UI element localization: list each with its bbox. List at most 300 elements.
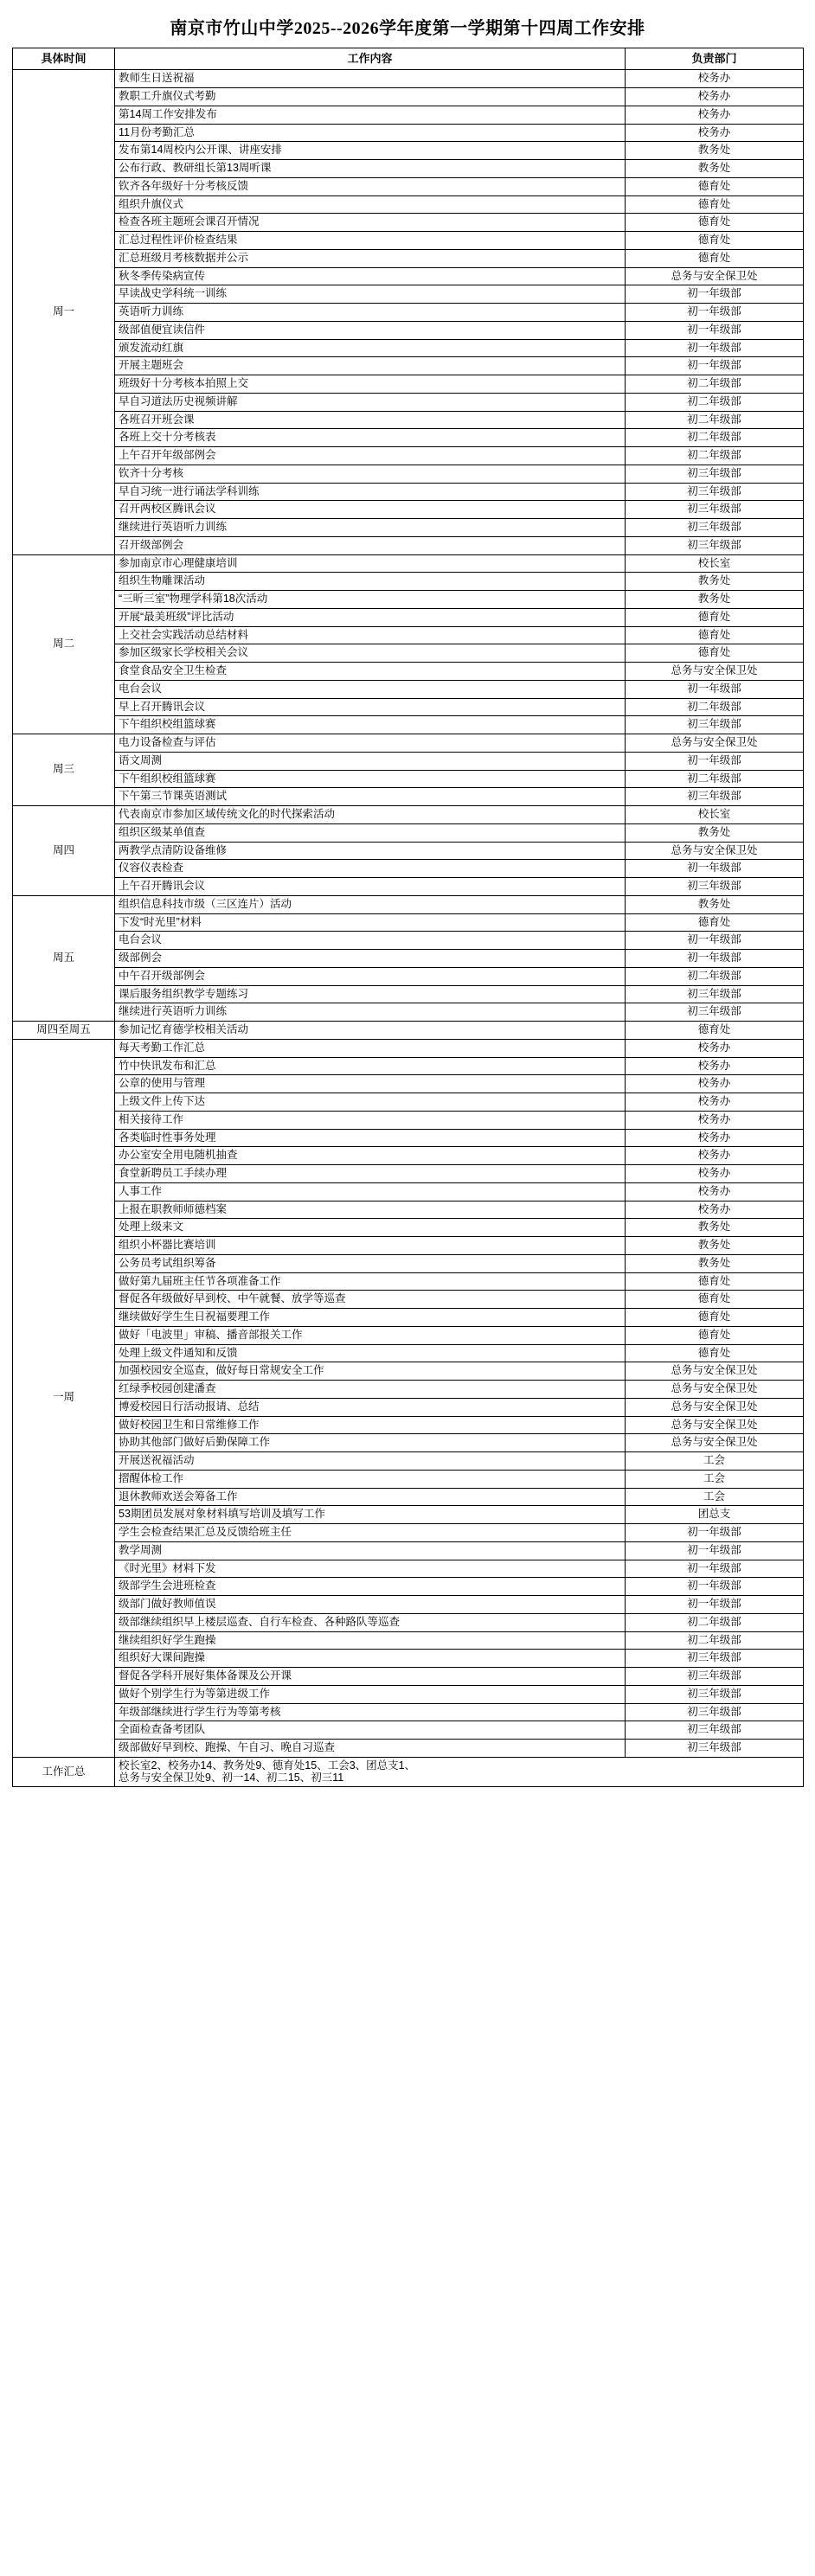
table-row — [13, 608, 804, 626]
row-dept: 初三年级部 — [626, 788, 804, 806]
table-row — [13, 573, 804, 591]
row-dept: 初二年级部 — [626, 429, 804, 447]
table-row — [13, 447, 804, 465]
row-dept: 校务办 — [626, 124, 804, 142]
row-dept: 校务办 — [626, 106, 804, 124]
row-content: 公务员考试组织筹备 — [115, 1254, 626, 1272]
table-row — [13, 1740, 804, 1758]
table-row — [13, 357, 804, 375]
table-row — [13, 411, 804, 429]
row-content: 11月份考勤汇总 — [115, 124, 626, 142]
row-content: 汇总班级月考核数据并公示 — [115, 249, 626, 267]
row-dept: 初一年级部 — [626, 285, 804, 304]
row-dept: 德育处 — [626, 608, 804, 626]
table-row — [13, 1560, 804, 1578]
row-content: 级部值便宜读信件 — [115, 321, 626, 339]
row-content: 竹中快讯发布和汇总 — [115, 1057, 626, 1075]
summary-label: 工作汇总 — [13, 1757, 115, 1787]
table-row — [13, 1093, 804, 1112]
table-row — [13, 716, 804, 734]
row-content: 参加南京市心理健康培训 — [115, 554, 626, 573]
table-row — [13, 1650, 804, 1668]
row-content: 钦齐十分考核 — [115, 465, 626, 483]
table-row — [13, 1541, 804, 1560]
row-dept: 初一年级部 — [626, 752, 804, 770]
table-row — [13, 1344, 804, 1362]
row-content: 退休教师欢送会筹备工作 — [115, 1488, 626, 1506]
row-content: 继续组织好学生跑操 — [115, 1631, 626, 1650]
row-content: 人事工作 — [115, 1182, 626, 1201]
row-dept: 校务办 — [626, 70, 804, 88]
row-content: 做好个别学生行为等第进级工作 — [115, 1685, 626, 1703]
row-content: 秋冬季传染病宣传 — [115, 267, 626, 285]
row-content: 级部门做好教师值误 — [115, 1596, 626, 1614]
table-row — [13, 950, 804, 968]
row-dept: 总务与安全保卫处 — [626, 663, 804, 681]
table-row — [13, 267, 804, 285]
row-dept: 教务处 — [626, 1237, 804, 1255]
row-content: 级部学生会进班检查 — [115, 1578, 626, 1596]
table-row — [13, 842, 804, 860]
row-dept: 德育处 — [626, 1309, 804, 1327]
row-dept: 初三年级部 — [626, 1668, 804, 1686]
table-row — [13, 860, 804, 878]
row-dept: 德育处 — [626, 1272, 804, 1291]
row-content: 检查各班主题班会课召开情况 — [115, 214, 626, 232]
table-row — [13, 895, 804, 913]
table-body — [13, 70, 804, 1758]
row-content: 下发“时光里”材料 — [115, 913, 626, 932]
table-row — [13, 321, 804, 339]
table-row — [13, 214, 804, 232]
row-dept: 教务处 — [626, 1219, 804, 1237]
row-dept: 初三年级部 — [626, 716, 804, 734]
row-content: 参加记忆育德学校相关活动 — [115, 1022, 626, 1040]
row-content: 早自习统一进行诵法学科训练 — [115, 483, 626, 501]
row-content: 教学周测 — [115, 1541, 626, 1560]
row-content: 博爱校园日行活动报请、总结 — [115, 1398, 626, 1416]
table-row — [13, 1685, 804, 1703]
row-content: 公布行政、教研组长第13周听课 — [115, 160, 626, 178]
table-row — [13, 501, 804, 519]
row-content: 《时光里》材料下发 — [115, 1560, 626, 1578]
table-row — [13, 232, 804, 250]
table-row — [13, 160, 804, 178]
row-dept: 团总支 — [626, 1506, 804, 1524]
row-dept: 德育处 — [626, 1022, 804, 1040]
weekly-schedule-table — [12, 48, 804, 1787]
row-content: 组织区级某单值查 — [115, 823, 626, 842]
row-dept: 初二年级部 — [626, 967, 804, 985]
row-dept: 德育处 — [626, 1344, 804, 1362]
row-content: 食堂食品安全卫生检查 — [115, 663, 626, 681]
row-content: “三昕三室”物理学科第18次活动 — [115, 591, 626, 609]
row-time-label: 周一 — [13, 70, 115, 554]
row-content: 召开两校区腾讯会议 — [115, 501, 626, 519]
table-row — [13, 375, 804, 394]
table-row — [13, 1470, 804, 1488]
row-content: 上交社会实践活动总结材料 — [115, 626, 626, 644]
row-dept: 工会 — [626, 1488, 804, 1506]
table-row — [13, 536, 804, 554]
row-dept: 初三年级部 — [626, 465, 804, 483]
row-content: 教师生日送祝福 — [115, 70, 626, 88]
table-footer — [13, 1757, 804, 1787]
row-content: 级部继续组织早上楼层巡查、自行车检查、各种路队等巡查 — [115, 1613, 626, 1631]
row-dept: 初二年级部 — [626, 411, 804, 429]
table-row — [13, 285, 804, 304]
row-content: 发布第14周校内公开课、讲座安排 — [115, 142, 626, 160]
table-row — [13, 1147, 804, 1165]
table-row — [13, 177, 804, 195]
row-content: 早上召开腾讯会议 — [115, 698, 626, 716]
table-row — [13, 1272, 804, 1291]
row-content: 第14周工作安排发布 — [115, 106, 626, 124]
table-row — [13, 967, 804, 985]
table-row — [13, 106, 804, 124]
row-dept: 初三年级部 — [626, 1650, 804, 1668]
row-content: 协助其他部门做好后勤保障工作 — [115, 1434, 626, 1452]
row-dept: 教务处 — [626, 573, 804, 591]
table-row — [13, 554, 804, 573]
row-dept: 初一年级部 — [626, 1596, 804, 1614]
table-row — [13, 1129, 804, 1147]
row-time-label: 周四至周五 — [13, 1022, 115, 1040]
row-content: 中午召开级部例会 — [115, 967, 626, 985]
table-row — [13, 1254, 804, 1272]
row-time-label: 周四 — [13, 806, 115, 896]
row-dept: 校务办 — [626, 1057, 804, 1075]
row-content: 督促各年级做好早到校、中午就餐、放学等巡查 — [115, 1291, 626, 1309]
table-row — [13, 1165, 804, 1183]
row-dept: 初一年级部 — [626, 1560, 804, 1578]
column-header-dept: 负责部门 — [626, 48, 804, 70]
row-content: 年级部继续进行学生行为等第考核 — [115, 1703, 626, 1721]
row-dept: 初三年级部 — [626, 483, 804, 501]
row-content: 早读战史学科统一训练 — [115, 285, 626, 304]
table-row — [13, 304, 804, 322]
row-dept: 总务与安全保卫处 — [626, 734, 804, 753]
row-dept: 校务办 — [626, 1201, 804, 1219]
row-dept: 初二年级部 — [626, 375, 804, 394]
row-dept: 德育处 — [626, 249, 804, 267]
row-content: 做好「电波里」审稿、播音部报关工作 — [115, 1326, 626, 1344]
row-dept: 初三年级部 — [626, 1685, 804, 1703]
table-header — [13, 48, 804, 70]
table-row — [13, 663, 804, 681]
row-dept: 初三年级部 — [626, 536, 804, 554]
row-dept: 初三年级部 — [626, 878, 804, 896]
row-content: 组织小杯器比赛培训 — [115, 1237, 626, 1255]
table-row — [13, 1703, 804, 1721]
table-row — [13, 788, 804, 806]
table-row — [13, 698, 804, 716]
row-content: 每天考勤工作汇总 — [115, 1039, 626, 1057]
row-dept: 初一年级部 — [626, 1541, 804, 1560]
row-content: 开展“最美班级”评比活动 — [115, 608, 626, 626]
table-row — [13, 519, 804, 537]
table-row — [13, 249, 804, 267]
table-row — [13, 913, 804, 932]
row-dept: 总务与安全保卫处 — [626, 842, 804, 860]
row-dept: 初三年级部 — [626, 519, 804, 537]
table-row — [13, 1237, 804, 1255]
row-content: 继续进行英语听力训练 — [115, 1003, 626, 1022]
row-dept: 初三年级部 — [626, 501, 804, 519]
row-dept: 教务处 — [626, 823, 804, 842]
row-dept: 德育处 — [626, 177, 804, 195]
row-content: 处理上级来文 — [115, 1219, 626, 1237]
table-row — [13, 591, 804, 609]
table-row — [13, 644, 804, 663]
row-dept: 德育处 — [626, 232, 804, 250]
row-dept: 德育处 — [626, 626, 804, 644]
table-row — [13, 1488, 804, 1506]
row-dept: 德育处 — [626, 913, 804, 932]
table-row — [13, 1362, 804, 1381]
row-content: 电台会议 — [115, 680, 626, 698]
row-time-label: 一周 — [13, 1039, 115, 1757]
row-dept: 校长室 — [626, 554, 804, 573]
row-dept: 初二年级部 — [626, 1613, 804, 1631]
row-content: 公章的使用与管理 — [115, 1075, 626, 1093]
row-content: 继续做好学生生日祝福要理工作 — [115, 1309, 626, 1327]
table-row — [13, 1434, 804, 1452]
row-content: 组织升旗仪式 — [115, 195, 626, 214]
row-dept: 校务办 — [626, 1093, 804, 1112]
row-dept: 德育处 — [626, 214, 804, 232]
row-content: 上午召开年级部例会 — [115, 447, 626, 465]
row-content: 全面检查备考团队 — [115, 1721, 626, 1740]
row-content: 组织好大课间跑操 — [115, 1650, 626, 1668]
row-dept: 初三年级部 — [626, 985, 804, 1003]
row-dept: 初一年级部 — [626, 950, 804, 968]
row-dept: 初二年级部 — [626, 447, 804, 465]
row-content: 电台会议 — [115, 932, 626, 950]
row-content: 办公室安全用电随机抽查 — [115, 1147, 626, 1165]
table-row — [13, 1452, 804, 1471]
row-dept: 初一年级部 — [626, 339, 804, 357]
row-content: 做好第九届班主任节各项准备工作 — [115, 1272, 626, 1291]
row-content: 做好校园卫生和日常维修工作 — [115, 1416, 626, 1434]
table-row — [13, 985, 804, 1003]
table-row — [13, 1057, 804, 1075]
row-content: 班级好十分考核本拍照上交 — [115, 375, 626, 394]
table-row — [13, 1326, 804, 1344]
row-content: 学生会检查结果汇总及反馈给班主任 — [115, 1524, 626, 1542]
table-row — [13, 1506, 804, 1524]
summary-row — [13, 1757, 804, 1787]
table-row — [13, 1596, 804, 1614]
row-content: 仪容仪表检查 — [115, 860, 626, 878]
table-row — [13, 1578, 804, 1596]
table-row — [13, 1524, 804, 1542]
row-dept: 初一年级部 — [626, 1524, 804, 1542]
row-content: 组织生物雕课活动 — [115, 573, 626, 591]
table-row — [13, 339, 804, 357]
row-content: 摺醒体检工作 — [115, 1470, 626, 1488]
row-content: 各类临时性事务处理 — [115, 1129, 626, 1147]
table-row — [13, 483, 804, 501]
row-dept: 德育处 — [626, 1291, 804, 1309]
row-content: 各班召开班会课 — [115, 411, 626, 429]
row-content: 开展主题班会 — [115, 357, 626, 375]
row-dept: 教务处 — [626, 591, 804, 609]
row-content: 级部做好早到校、跑操、午自习、晚自习巡查 — [115, 1740, 626, 1758]
row-dept: 初一年级部 — [626, 357, 804, 375]
row-dept: 总务与安全保卫处 — [626, 1381, 804, 1399]
row-content: 汇总过程性评价检查结果 — [115, 232, 626, 250]
row-content: 电力设备检查与评估 — [115, 734, 626, 753]
table-row — [13, 1182, 804, 1201]
row-content: 各班上交十分考核表 — [115, 429, 626, 447]
table-row — [13, 626, 804, 644]
row-content: 处理上级文件通知和反馈 — [115, 1344, 626, 1362]
row-dept: 初一年级部 — [626, 680, 804, 698]
row-content: 继续进行英语听力训练 — [115, 519, 626, 537]
row-content: 下午组织校组篮球赛 — [115, 770, 626, 788]
row-dept: 初一年级部 — [626, 1578, 804, 1596]
row-content: 钦齐各年级好十分考核反馈 — [115, 177, 626, 195]
row-content: 课后服务组织教学专题练习 — [115, 985, 626, 1003]
table-row — [13, 1039, 804, 1057]
table-row — [13, 429, 804, 447]
row-content: 下午第三节课英语测试 — [115, 788, 626, 806]
table-row — [13, 70, 804, 88]
row-dept: 德育处 — [626, 1326, 804, 1344]
row-dept: 工会 — [626, 1452, 804, 1471]
row-dept: 初一年级部 — [626, 321, 804, 339]
table-row — [13, 88, 804, 106]
row-dept: 初一年级部 — [626, 860, 804, 878]
row-dept: 教务处 — [626, 1254, 804, 1272]
row-time-label: 周五 — [13, 895, 115, 1021]
table-row — [13, 124, 804, 142]
row-dept: 初三年级部 — [626, 1740, 804, 1758]
table-row — [13, 680, 804, 698]
table-row — [13, 1201, 804, 1219]
table-row — [13, 465, 804, 483]
row-dept: 校务办 — [626, 1039, 804, 1057]
row-content: 教职工升旗仪式考勤 — [115, 88, 626, 106]
row-dept: 校务办 — [626, 1147, 804, 1165]
row-content: 两教学点清防设备维修 — [115, 842, 626, 860]
table-row — [13, 1219, 804, 1237]
row-dept: 校务办 — [626, 1182, 804, 1201]
table-row — [13, 1631, 804, 1650]
row-dept: 初二年级部 — [626, 393, 804, 411]
table-row — [13, 823, 804, 842]
table-row — [13, 1003, 804, 1022]
table-row — [13, 932, 804, 950]
table-row — [13, 1721, 804, 1740]
table-row — [13, 806, 804, 824]
row-dept: 校务办 — [626, 1075, 804, 1093]
row-content: 加强校园安全巡查，做好每日常规安全工作 — [115, 1362, 626, 1381]
row-content: 英语听力训练 — [115, 304, 626, 322]
row-content: 早自习道法历史视频讲解 — [115, 393, 626, 411]
row-dept: 德育处 — [626, 195, 804, 214]
row-content: 级部例会 — [115, 950, 626, 968]
table-row — [13, 1416, 804, 1434]
row-dept: 校务办 — [626, 1111, 804, 1129]
row-content: 下午组织校组篮球赛 — [115, 716, 626, 734]
row-dept: 工会 — [626, 1470, 804, 1488]
table-row — [13, 878, 804, 896]
row-dept: 初一年级部 — [626, 932, 804, 950]
row-dept: 初三年级部 — [626, 1721, 804, 1740]
row-content: 颁发流动红旗 — [115, 339, 626, 357]
row-dept: 初二年级部 — [626, 1631, 804, 1650]
table-row — [13, 1022, 804, 1040]
row-dept: 初一年级部 — [626, 304, 804, 322]
row-dept: 校长室 — [626, 806, 804, 824]
row-dept: 初二年级部 — [626, 770, 804, 788]
row-dept: 总务与安全保卫处 — [626, 1434, 804, 1452]
row-dept: 总务与安全保卫处 — [626, 1416, 804, 1434]
row-content: 53期团员发展对象材料填写培训及填写工作 — [115, 1506, 626, 1524]
table-row — [13, 142, 804, 160]
row-dept: 德育处 — [626, 644, 804, 663]
page-title: 南京市竹山中学2025--2026学年度第一学期第十四周工作安排 — [170, 19, 645, 38]
row-content: 代表南京市参加区域传统文化的时代探索活动 — [115, 806, 626, 824]
row-time-label: 周二 — [13, 554, 115, 734]
table-row — [13, 734, 804, 753]
row-dept: 校务办 — [626, 88, 804, 106]
table-row — [13, 1613, 804, 1631]
row-dept: 总务与安全保卫处 — [626, 1362, 804, 1381]
summary-text: 校长室2、校务办14、教务处9、德育处15、工会3、团总支1、 总务与安全保卫处9、初一14、初二15、初三11 — [115, 1757, 804, 1787]
row-dept: 教务处 — [626, 160, 804, 178]
table-row — [13, 1291, 804, 1309]
table-row — [13, 752, 804, 770]
row-content: 上级文件上传下达 — [115, 1093, 626, 1112]
row-dept: 初三年级部 — [626, 1003, 804, 1022]
row-content: 上报在职教师师德档案 — [115, 1201, 626, 1219]
row-dept: 总务与安全保卫处 — [626, 267, 804, 285]
table-row — [13, 1668, 804, 1686]
row-dept: 教务处 — [626, 142, 804, 160]
row-dept: 总务与安全保卫处 — [626, 1398, 804, 1416]
row-time-label: 周三 — [13, 734, 115, 806]
table-row — [13, 1398, 804, 1416]
row-content: 参加区级家长学校相关会议 — [115, 644, 626, 663]
table-row — [13, 1381, 804, 1399]
row-content: 督促各学科开展好集体备课及公开课 — [115, 1668, 626, 1686]
row-content: 红绿季校园创建潘查 — [115, 1381, 626, 1399]
row-dept: 校务办 — [626, 1165, 804, 1183]
row-content: 召开级部例会 — [115, 536, 626, 554]
column-header-time: 具体时间 — [13, 48, 115, 70]
column-header-content: 工作内容 — [115, 48, 626, 70]
table-row — [13, 1111, 804, 1129]
row-content: 语文周测 — [115, 752, 626, 770]
table-header-row — [13, 48, 804, 70]
row-dept: 初二年级部 — [626, 698, 804, 716]
row-dept: 初三年级部 — [626, 1703, 804, 1721]
row-content: 组织信息科技市级（三区连片）活动 — [115, 895, 626, 913]
table-row — [13, 195, 804, 214]
table-row — [13, 393, 804, 411]
table-row — [13, 770, 804, 788]
row-dept: 教务处 — [626, 895, 804, 913]
row-dept: 校务办 — [626, 1129, 804, 1147]
table-row — [13, 1075, 804, 1093]
row-content: 开展送祝福活动 — [115, 1452, 626, 1471]
row-content: 食堂新聘员工手续办理 — [115, 1165, 626, 1183]
row-content: 上午召开腾讯会议 — [115, 878, 626, 896]
table-row — [13, 1309, 804, 1327]
